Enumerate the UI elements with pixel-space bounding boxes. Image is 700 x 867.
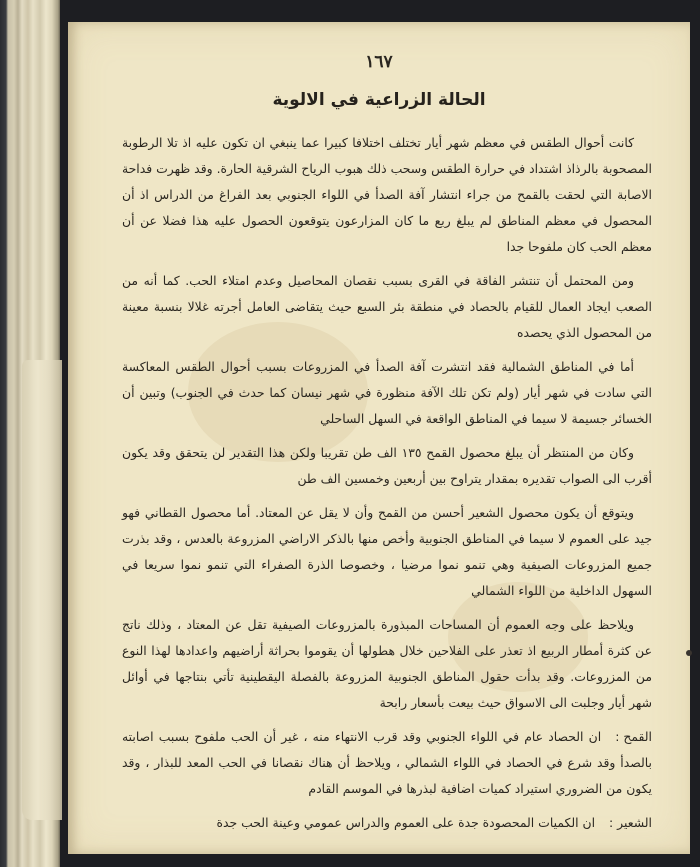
ink-speck [686, 650, 692, 656]
paragraph-text: ويتوقع أن يكون محصول الشعير أحسن من القمح وأن لا يقل عن المعتاد. أما محصول القطاني فهو جيد على العموم لا سيما في المناطق الجنوبية وأخص منها بالذكر الاراضي المزروعة بالعدس ، وقد بذرت جميع المزروعات الصيفية وهي تنمو نموا مرضيا ، وخصوصا الذرة الصفراء التي تنمو نموا سريعا في السهول الداخلية من اللواء الشمالي [122, 505, 652, 598]
paragraph-text: كانت أحوال الطقس في معظم شهر أيار تختلف اختلافا كبيرا عما ينبغي ان تكون عليه اذ تلا الرطوبة المصحوبة بالرذاذ اشتداد في حرارة الطقس وسحب ذلك هبوب الرياح الشرقية الحارة. وقد ظهرت فداحة الاصابة التي لحقت بالقمح من جراء انتشار آفة الصدأ في اللواء الجنوبي بعد الفراغ من الدراس اذ أن المحصول في معظم المناطق لم يبلغ ربع ما كان المزارعون يتوقعون الحصول عليه هذا فضلا عن أن معظم الحب كان ملفوحا جدا [122, 135, 652, 254]
body-text [122, 130, 652, 844]
crop-paragraph [122, 724, 652, 802]
crop-paragraph [122, 810, 652, 836]
paragraph-text: وكان من المنتظر أن يبلغ محصول القمح ١٣٥ الف طن تقريبا ولكن هذا التقدير لن يتحقق وقد يكون أقرب الى الصواب تقديره بمقدار يتراوح بين أربعين وخمسين الف طن [122, 445, 652, 486]
crop-label: القمح : [615, 729, 652, 744]
paragraph [122, 612, 652, 716]
paragraph-text: ويلاحظ على وجه العموم أن المساحات المبذورة بالمزروعات الصيفية تقل عن المعتاد ، وذلك ناتج عن كثرة أمطار الربيع اذ تعذر على الفلاحين خلال هطولها أن يقوموا بحراثة أراضيهم واعدادها لهذا النوع من المزروعات. وقد بدأت حقول المناطق الجنوبية المزروعة بالفصلة اليقطينية تأتي بنتاجها في أوائل شهر أيار وجلبت الى الاسواق حيث بيعت بأسعار رابحة [122, 617, 652, 710]
paragraph [122, 500, 652, 604]
paragraph-text: ومن المحتمل أن تنتشر الفاقة في القرى بسبب نقصان المحاصيل وعدم امتلاء الحب. كما أنه من الصعب ايجاد العمال للقيام بالحصاد في منطقة بئر السبع حيث يتقاضى العامل أجرته غلالا بنسبة معينة من المحصول الذي يحصده [122, 273, 652, 340]
paragraph-text: ان الحصاد عام في اللواء الجنوبي وقد قرب الانتهاء منه ، غير أن الحب ملفوح بسبب اصابته بالصدأ وقد شرع في الحصاد في اللواء الشمالي ، ويلاحظ أن هناك نقصانا في الحب المعد للبذار ، وقد يكون من الضروري استيراد كميات اضافية لبذرها في الموسم القادم [122, 729, 652, 796]
paragraph [122, 354, 652, 432]
paragraph-text: أما في المناطق الشمالية فقد انتشرت آفة الصدأ في المزروعات بسبب أحوال الطقس المعاكسة التي سادت في شهر أيار (ولم تكن تلك الآفة منظورة في شهر نيسان كما حدث في الجنوب) وتبين أن الخسائر جسيمة لا سيما في المناطق الواقعة في السهل الساحلي [122, 359, 652, 426]
paragraph [122, 440, 652, 492]
page-heading: الحالة الزراعية في الالوية [272, 90, 486, 110]
paragraph-text: ان الكميات المحصودة جدة على العموم والدراس عمومي وعينة الحب جدة [216, 815, 596, 830]
paragraph [122, 268, 652, 346]
document-page [68, 22, 690, 854]
page-number: ١٦٧ [365, 52, 393, 72]
crop-label: الشعير : [609, 815, 652, 830]
page-edges [22, 360, 62, 820]
paragraph [122, 130, 652, 260]
